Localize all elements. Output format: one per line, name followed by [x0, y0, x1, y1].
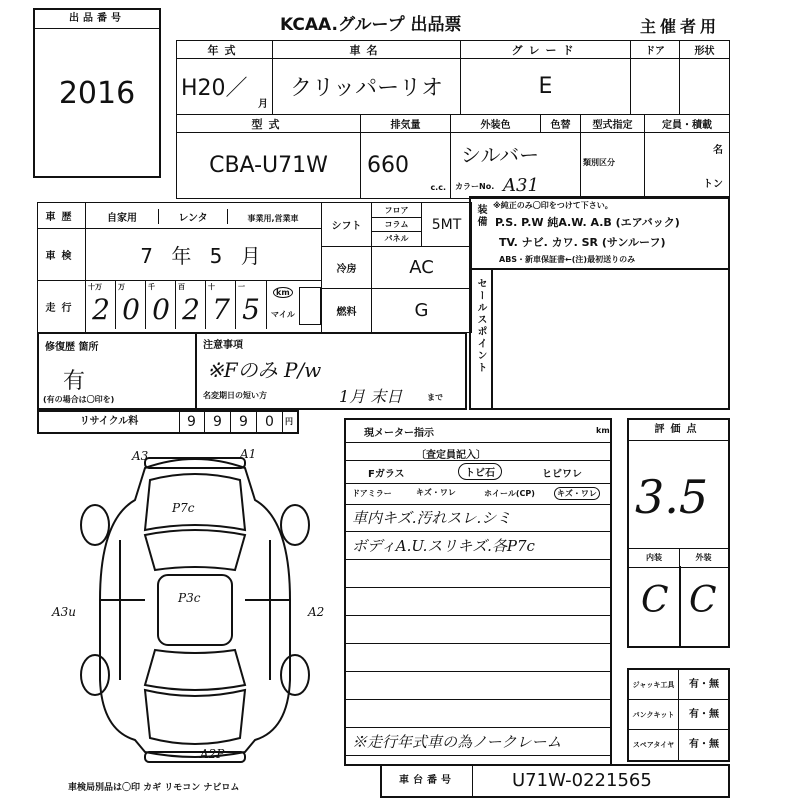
- meter-unit: km: [596, 426, 610, 435]
- mileage-unit-label: 百: [178, 283, 185, 291]
- model-label: 型式: [177, 115, 361, 133]
- shift-label: シフト: [322, 203, 372, 247]
- accessory-value: 有・無: [689, 679, 719, 690]
- color-cell: [451, 133, 581, 199]
- capacity-cell: [645, 133, 730, 199]
- notes-value: ※Fのみ P/w: [207, 358, 322, 382]
- car-roof: [158, 575, 232, 645]
- ac-label: 冷房: [322, 247, 372, 289]
- km-label: km: [273, 287, 293, 298]
- km-mile-box: [266, 281, 322, 329]
- damage-mark: A2: [308, 605, 325, 619]
- shift-floor: フロア: [384, 206, 409, 215]
- name-value: クリッパーリオ: [273, 59, 461, 115]
- month-suffix: 月: [258, 99, 268, 110]
- wheel-value: キズ・ワレ: [554, 487, 600, 500]
- windshield-option1: トビ石: [458, 463, 502, 480]
- color-no-label: 色替: [541, 115, 581, 133]
- wheel-front-left: [81, 505, 109, 545]
- comment-line: ※走行年式車の為ノークレーム: [346, 728, 610, 756]
- windshield-row: [346, 460, 610, 484]
- capacity-label: 定員・積載: [645, 115, 730, 133]
- repair-label: 修復歴 箇所: [45, 342, 99, 353]
- cc-unit: c.c.: [430, 183, 446, 192]
- windshield-option2: ヒビワレ: [542, 469, 582, 480]
- mileage-cell: [86, 281, 322, 333]
- door-value: [631, 59, 680, 115]
- sales-point-label: セールスポイント: [475, 278, 486, 374]
- mileage-digit-cell: [146, 281, 176, 329]
- history-label: 車歴: [38, 203, 86, 229]
- color-code-label: カラーNo.: [455, 182, 495, 191]
- grade-value: E: [461, 59, 631, 115]
- accessory-row: [629, 670, 728, 700]
- equip-line3: ABS・新車保証書←(注)最初送りのみ: [499, 255, 636, 264]
- mileage-digit: 0: [122, 293, 140, 326]
- mile-label: マイル: [271, 310, 295, 319]
- windshield-label: Fガラス: [368, 469, 405, 480]
- score-label: 評価点: [629, 420, 728, 441]
- name-change-value: 1月 末日: [339, 387, 403, 406]
- recycle-box: [37, 410, 299, 434]
- private-label: 自家用: [86, 209, 159, 224]
- model-value: CBA-U71W: [177, 133, 361, 199]
- recycle-digits: [179, 412, 283, 432]
- mileage-digit-cell: [206, 281, 236, 329]
- chassis-box: [380, 764, 730, 798]
- equip-box: [469, 196, 730, 270]
- comment-line: [346, 700, 610, 728]
- mirror-value: キズ・ワレ: [416, 488, 456, 497]
- recycle-digit: 0: [257, 412, 283, 432]
- accessory-value: 有・無: [689, 739, 719, 750]
- accessory-label: スペアタイヤ: [629, 730, 679, 760]
- recycle-digit: 9: [205, 412, 231, 432]
- shift-value: 5MT: [422, 203, 472, 247]
- history-options: [86, 203, 322, 229]
- mileage-digit-cell: [176, 281, 206, 329]
- inspection-value: 7 年 5 月: [86, 229, 322, 281]
- shift-column: コラム: [372, 217, 421, 231]
- form-title: KCAA.グループ 出品票: [280, 15, 462, 35]
- car-hood: [145, 474, 245, 530]
- comment-line: 車内キズ.汚れスレ.シミ: [346, 504, 610, 532]
- mileage-digit-cell: [236, 281, 266, 329]
- accessory-value: 有・無: [689, 709, 719, 720]
- fuel-label: 燃料: [322, 289, 372, 333]
- score-value: 3.5: [635, 470, 709, 524]
- equip-label: 装備: [475, 204, 486, 228]
- mileage-unit-box: [299, 287, 321, 325]
- mileage-unit-label: 千: [148, 283, 155, 291]
- comment-line: [346, 560, 610, 588]
- repair-note: (有の場合は〇印を): [43, 395, 115, 404]
- damage-mark: P3c: [178, 591, 201, 605]
- car-rear-window: [145, 650, 245, 690]
- name-change-suffix: まで: [427, 393, 443, 402]
- mileage-digit-cell: [86, 281, 116, 329]
- interior-label: 内装: [629, 548, 680, 568]
- mirror-label: ドアミラー: [352, 489, 392, 498]
- mileage-unit-label: 一: [238, 283, 245, 291]
- meter-label: 現メーター指示: [364, 428, 434, 439]
- shift-options: [372, 203, 422, 247]
- sales-point-box: [469, 268, 730, 410]
- damage-mark: A3u: [52, 605, 77, 619]
- accessory-label: ジャッキ工具: [629, 670, 679, 700]
- category-cell: [581, 133, 645, 199]
- accessory-row: [629, 730, 728, 760]
- mileage-digit: 5: [242, 293, 260, 326]
- name-change-label: 名変期日の短い方: [203, 391, 267, 400]
- shift-panel: パネル: [372, 231, 421, 245]
- repair-value: 有: [63, 369, 86, 394]
- mileage-digit: 2: [92, 293, 110, 326]
- mileage-label: 走行: [38, 281, 86, 333]
- fuel-value: G: [372, 289, 472, 333]
- meter-row: [346, 420, 610, 443]
- comment-line: [346, 588, 610, 616]
- accessories-box: [627, 668, 730, 762]
- damage-mark: A1: [240, 447, 257, 461]
- comment-line: [346, 672, 610, 700]
- comment-line: [346, 644, 610, 672]
- mirror-row: [346, 482, 610, 505]
- vehicle-table-row2: [176, 114, 730, 199]
- grade-label: グレード: [461, 41, 631, 59]
- displacement-label: 排気量: [361, 115, 451, 133]
- rating-divider: [679, 566, 681, 646]
- mileage-unit-label: 十: [208, 283, 215, 291]
- rental-label: レンタ: [159, 209, 228, 224]
- interior-value: C: [641, 580, 669, 621]
- chassis-label: 車台番号: [382, 766, 473, 796]
- business-label: 事業用,営業車: [247, 214, 299, 223]
- type-designation-label: 型式指定: [581, 115, 645, 133]
- chassis-value: U71W-0221565: [512, 770, 652, 791]
- displacement-cell: [361, 133, 451, 199]
- damage-mark: A2P: [200, 747, 225, 761]
- displacement-value: 660: [367, 153, 409, 178]
- damage-mark: P7c: [172, 501, 195, 515]
- lot-number-box: [33, 8, 161, 178]
- exterior-label: 外装: [679, 548, 728, 568]
- organizer-label: 主催者用: [640, 17, 721, 36]
- mileage-digit: 0: [152, 293, 170, 326]
- equipment-table: [321, 202, 472, 333]
- car-damage-diagram: [50, 440, 340, 770]
- inspection-box: [344, 418, 612, 766]
- notes-label: 注意事項: [203, 340, 243, 351]
- accessory-label: パンクキット: [629, 700, 679, 730]
- damage-mark: A3: [132, 449, 149, 463]
- inspector-label: 〔査定員記入〕: [416, 450, 486, 461]
- mileage-digit: 2: [182, 293, 200, 326]
- color-code-value: A31: [503, 175, 539, 196]
- name-label: 車名: [273, 41, 461, 59]
- body-type-value: [680, 59, 730, 115]
- comment-line: ボディA.U.スリキズ.各P7c: [346, 532, 610, 560]
- comment-lines: [346, 504, 610, 764]
- equip-line2: TV. ナビ. カワ. SR (サンルーフ): [499, 236, 666, 249]
- car-outline: [100, 459, 290, 757]
- ac-value: AC: [372, 247, 472, 289]
- wheel-front-right: [281, 505, 309, 545]
- recycle-label: リサイクル料: [39, 412, 180, 432]
- footer-note: 車検局別品は〇印 カギ リモコン ナビロム: [68, 783, 240, 793]
- mileage-digit: 7: [212, 293, 230, 326]
- rating-box: [627, 418, 730, 648]
- accessory-row: [629, 700, 728, 730]
- lot-number: 2016: [58, 76, 136, 111]
- mileage-unit-label: 十万: [88, 283, 102, 291]
- wheel-rear-right: [281, 655, 309, 695]
- equip-line1: P.S. P.W 純A.W. A.B (エアバック): [495, 216, 680, 229]
- recycle-digit: 9: [231, 412, 257, 432]
- inspection-label: 車検: [38, 229, 86, 281]
- wheel-rear-left: [81, 655, 109, 695]
- mileage-unit-label: 万: [118, 283, 125, 291]
- door-label: ドア: [631, 41, 680, 59]
- equip-note: ※純正のみ〇印をつけて下さい。: [493, 201, 613, 210]
- wheel-label: ホイール(CP): [484, 489, 535, 498]
- car-trunk: [145, 690, 245, 744]
- body-type-label: 形状: [680, 41, 730, 59]
- history-table: [37, 202, 322, 333]
- capacity-unit-people: 名: [713, 145, 723, 156]
- mileage-digits: [86, 281, 266, 329]
- recycle-unit: 円: [285, 417, 293, 426]
- year-value: H20／: [181, 76, 248, 101]
- repair-box: [37, 332, 197, 410]
- exterior-color-label: 外装色: [451, 115, 541, 133]
- lot-label: 出品番号: [35, 10, 159, 29]
- vehicle-table-row1: [176, 40, 730, 115]
- recycle-digit: 9: [179, 412, 205, 432]
- notes-box: [195, 332, 467, 410]
- exterior-color-value: シルバー: [461, 143, 540, 167]
- exterior-value: C: [689, 580, 717, 621]
- mileage-digit-cell: [116, 281, 146, 329]
- comment-line: [346, 616, 610, 644]
- sales-point-divider: [491, 270, 493, 408]
- year-cell: [177, 59, 273, 115]
- year-label: 年式: [177, 41, 273, 59]
- capacity-unit-ton: トン: [703, 179, 723, 190]
- category-label: 類別区分: [583, 158, 615, 167]
- car-windshield: [145, 530, 245, 570]
